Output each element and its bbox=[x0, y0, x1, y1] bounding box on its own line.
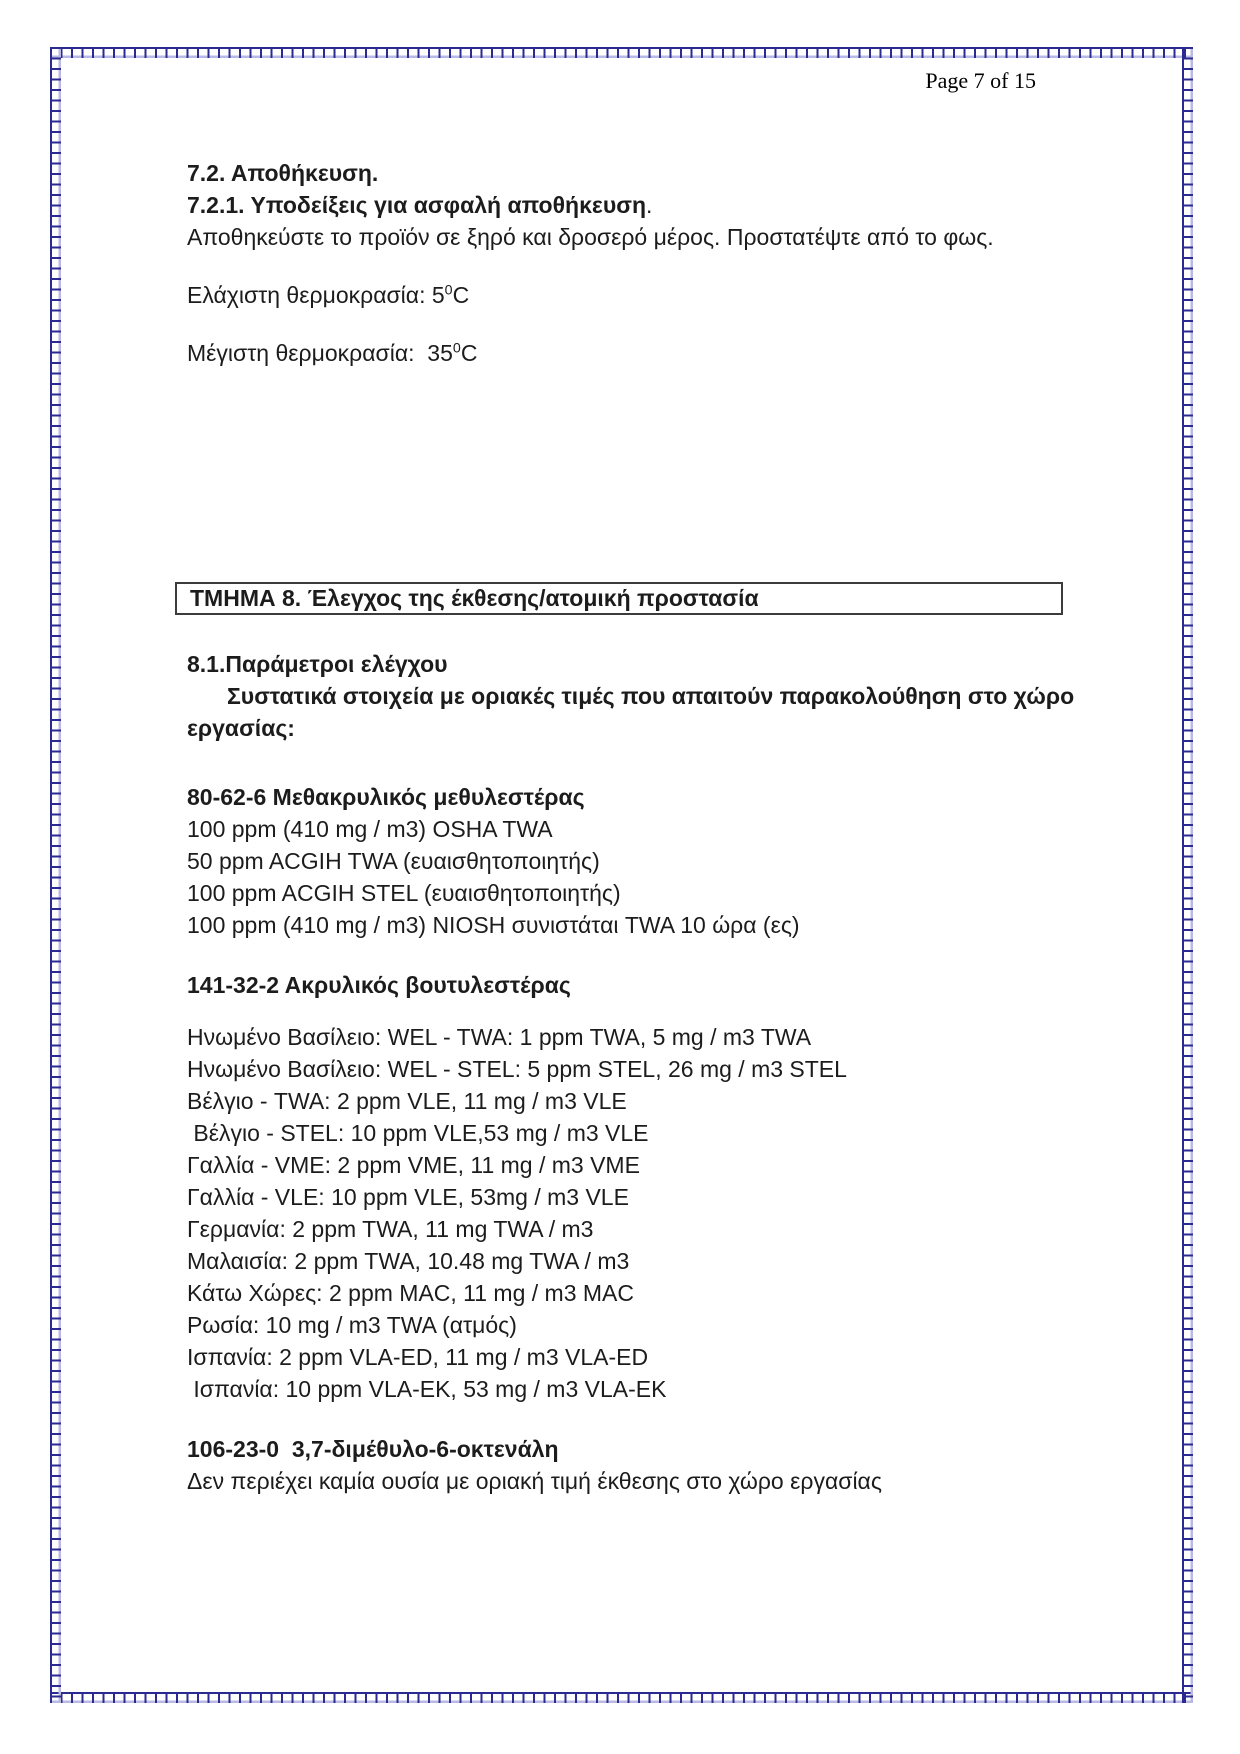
limit-line: Ισπανία: 2 ppm VLA-ED, 11 mg / m3 VLA-ED bbox=[187, 1344, 649, 1370]
limit-line: 50 ppm ACGIH TWA (ευαισθητοποιητής) bbox=[187, 848, 600, 874]
substance-name: 106-23-0 3,7-διμέθυλο-6-οκτενάλη bbox=[187, 1436, 559, 1462]
control-parameters-subtitle-line2: εργασίας: bbox=[187, 715, 295, 741]
storage-instructions: Αποθηκεύστε το προϊόν σε ξηρό και δροσερό μέρος. Προστατέψτε από το φως. bbox=[187, 224, 994, 250]
max-temperature-text: Μέγιστη θερμοκρασία: 35 bbox=[187, 340, 453, 366]
storage-section-title: 7.2. Αποθήκευση. bbox=[187, 160, 379, 186]
limit-line: Κάτω Χώρες: 2 ppm MAC, 11 mg / m3 MAC bbox=[187, 1280, 635, 1306]
section-8-header-box bbox=[175, 582, 1063, 615]
max-temperature-superscript: 0 bbox=[452, 340, 461, 357]
min-temperature-superscript: 0 bbox=[444, 282, 453, 299]
control-parameters-title: 8.1.Παράμετροι ελέγχου bbox=[187, 651, 448, 677]
limit-line: Ηνωμένο Βασίλειο: WEL - TWA: 1 ppm TWA, 5 mg / m3 TWA bbox=[187, 1024, 812, 1050]
limit-line: Δεν περιέχει καμία ουσία με οριακή τιμή έκθεσης στο χώρο εργασίας bbox=[187, 1468, 882, 1494]
limit-line: Γερμανία: 2 ppm TWA, 11 mg TWA / m3 bbox=[187, 1216, 594, 1242]
page-content bbox=[187, 157, 1077, 1497]
substance-block-methyl-methacrylate bbox=[187, 781, 1077, 941]
limit-line: Γαλλία - VLE: 10 ppm VLE, 53mg / m3 VLE bbox=[187, 1184, 629, 1210]
max-temperature-unit: C bbox=[460, 340, 478, 366]
min-temperature-line bbox=[187, 279, 1077, 311]
substance-limit-list bbox=[187, 813, 1077, 941]
limit-line: Ρωσία: 10 mg / m3 TWA (ατμός) bbox=[187, 1312, 517, 1338]
page-art-border-top bbox=[50, 47, 1193, 58]
storage-subsection-title-text: 7.2.1. Υποδείξεις για ασφαλή αποθήκευση bbox=[187, 192, 646, 218]
limit-line: 100 ppm (410 mg / m3) NIOSH συνιστάται TWA 10 ώρα (ες) bbox=[187, 912, 800, 938]
min-temperature-text: Ελάχιστη θερμοκρασία: 5 bbox=[187, 282, 445, 308]
substance-name: 80-62-6 Μεθακρυλικός μεθυλεστέρας bbox=[187, 784, 585, 810]
limit-line: 100 ppm ACGIH STEL (ευαισθητοποιητής) bbox=[187, 880, 621, 906]
substance-limit-list bbox=[187, 1021, 1077, 1405]
max-temperature-line bbox=[187, 337, 1077, 369]
limit-line: Ισπανία: 10 ppm VLA-EK, 53 mg / m3 VLA-EK bbox=[187, 1376, 667, 1402]
spacer bbox=[187, 253, 1077, 279]
limit-line: Βέλγιο - TWA: 2 ppm VLE, 11 mg / m3 VLE bbox=[187, 1088, 627, 1114]
substance-limit-list bbox=[187, 1465, 1077, 1497]
substance-block-butyl-acrylate bbox=[187, 969, 1077, 1405]
limit-line: Βέλγιο - STEL: 10 ppm VLE,53 mg / m3 VLE bbox=[187, 1120, 649, 1146]
section-8-header-title: ΤΜΗΜΑ 8. Έλεγχος της έκθεσης/ατομική προστασία bbox=[190, 585, 759, 611]
limit-line: Ηνωμένο Βασίλειο: WEL - STEL: 5 ppm STEL, 26 mg / m3 STEL bbox=[187, 1056, 847, 1082]
storage-subsection-title bbox=[187, 189, 1077, 221]
limit-line: 100 ppm (410 mg / m3) OSHA TWA bbox=[187, 816, 553, 842]
substance-name: 141-32-2 Ακρυλικός βουτυλεστέρας bbox=[187, 972, 571, 998]
page-art-border-right bbox=[1182, 47, 1193, 1703]
page-number: Page 7 of 15 bbox=[925, 68, 1036, 93]
spacer bbox=[187, 311, 1077, 337]
storage-subsection-title-period: . bbox=[646, 192, 653, 218]
limit-line: Γαλλία - VME: 2 ppm VME, 11 mg / m3 VME bbox=[187, 1152, 640, 1178]
substance-block-dimethyl-octenal bbox=[187, 1433, 1077, 1497]
page-art-border-left bbox=[50, 47, 61, 1703]
control-parameters-subtitle-line1: Συστατικά στοιχεία με οριακές τιμές που απαιτούν παρακολούθηση στο χώρο bbox=[227, 683, 1075, 709]
limit-line: Μαλαισία: 2 ppm TWA, 10.48 mg TWA / m3 bbox=[187, 1248, 630, 1274]
page-art-border-bottom bbox=[50, 1692, 1193, 1703]
spacer bbox=[187, 1001, 1077, 1021]
min-temperature-unit: C bbox=[452, 282, 470, 308]
